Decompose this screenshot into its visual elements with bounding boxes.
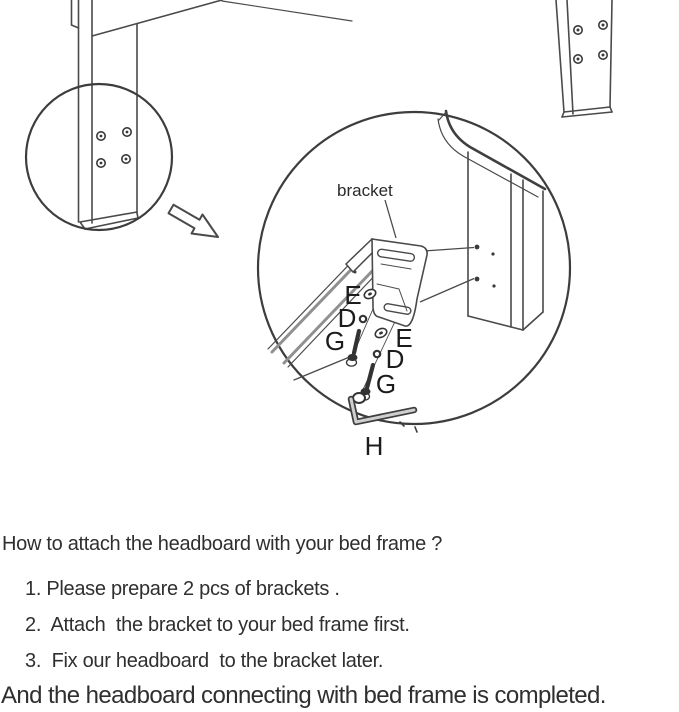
side-rail-drawing — [268, 249, 380, 380]
headboard-leg-drawing — [72, 0, 353, 229]
magnifier-circle — [26, 84, 172, 230]
instruction-step-1: 1. Please prepare 2 pcs of brackets . — [25, 578, 340, 600]
bolt-1 — [347, 331, 360, 366]
instruction-step-3: 3. Fix our headboard to the bracket later. — [25, 650, 384, 672]
bracket-to-post-leaders — [420, 248, 474, 303]
part-label-d2: D — [385, 344, 405, 374]
zoom-arrow-icon — [169, 205, 219, 237]
post-holes — [574, 21, 607, 63]
headboard-edge-drawing — [438, 111, 545, 197]
bracket-label: bracket — [337, 181, 393, 200]
part-label-e1: E — [344, 280, 362, 310]
bracket-label-leader — [385, 200, 396, 238]
instruction-heading: How to attach the headboard with your bed frame ? — [2, 533, 443, 555]
part-label-g2: G — [375, 369, 397, 399]
part-label-d1: D — [337, 303, 357, 333]
part-label-h: H — [364, 431, 384, 461]
detail-post-holes — [475, 245, 496, 288]
instruction-footer: And the headboard connecting with bed frame is completed. — [1, 682, 606, 709]
part-label-e2: E — [395, 323, 413, 353]
leg-holes — [97, 128, 131, 167]
bed-post-drawing — [556, 0, 612, 117]
part-label-g1: G — [324, 326, 346, 356]
instruction-step-2: 2. Attach the bracket to your bed frame first. — [25, 614, 410, 636]
